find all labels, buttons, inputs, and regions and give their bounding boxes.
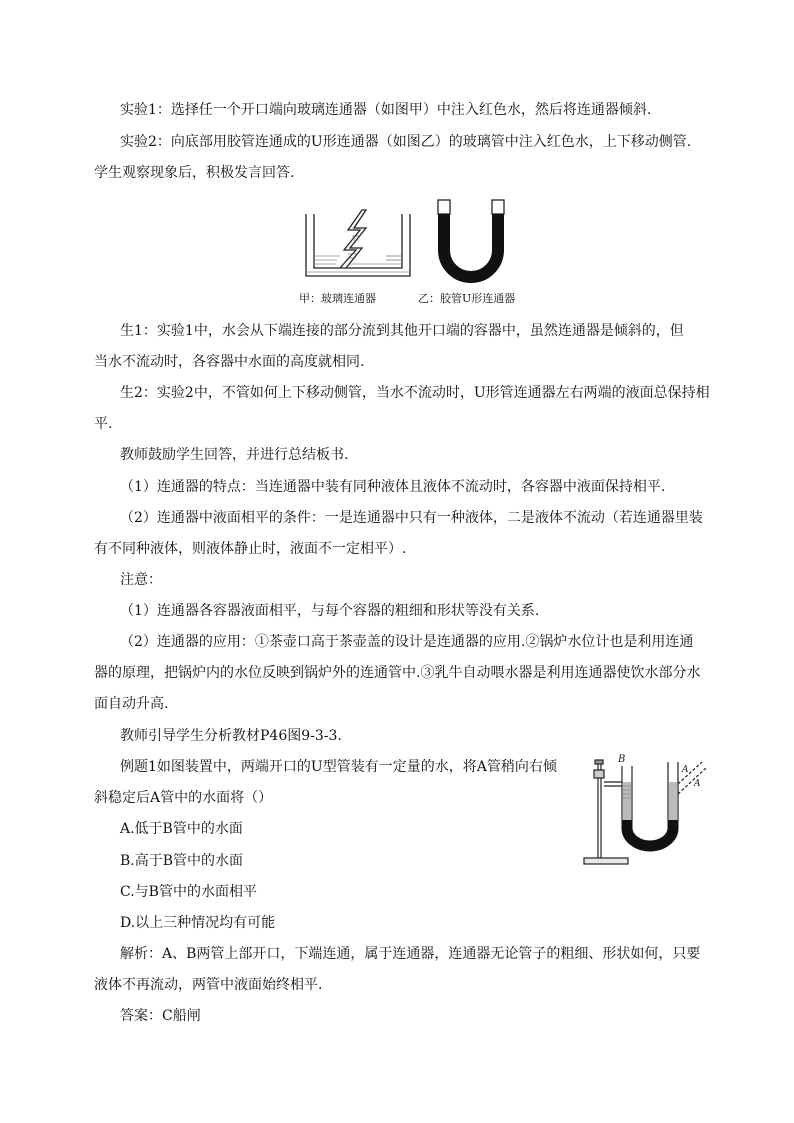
para-point-2-a: （2）连通器中液面相平的条件：一是连通器中只有一种液体，二是液体不流动（若连通器里装: [120, 510, 703, 526]
para-example-a: 例题1如图装置中，两端开口的U型管装有一定量的水，将A管稍向右倾: [120, 759, 557, 775]
para-answer: 答案：C船闸: [120, 1008, 201, 1024]
para-textbook: 教师引导学生分析教材P46图9-3-3.: [120, 728, 342, 744]
para-student-1-b: 当水不流动时，各容器中水面的高度就相同.: [94, 354, 365, 370]
para-experiment-1: 实验1：选择任一个开口端向玻璃连通器（如图甲）中注入红色水，然后将连通器倾斜.: [120, 102, 652, 118]
option-d: D.以上三种情况均有可能: [120, 915, 276, 931]
caption-u-tube: 乙：胶管U形连通器: [418, 292, 516, 305]
para-point-1: （1）连通器的特点：当连通器中装有同种液体且液体不流动时，各容器中液面保持相平.: [120, 479, 666, 495]
figure-u-tube-stand: [582, 752, 712, 872]
caption-glass-vessel: 甲：玻璃连通器: [299, 292, 376, 305]
para-note-heading: 注意：: [120, 572, 162, 588]
para-experiment-2: 实验2：向底部用胶管连通成的U形连通器（如图乙）的玻璃管中注入红色水，上下移动侧管.: [120, 134, 692, 150]
option-c: C.与B管中的水面相平: [120, 884, 257, 900]
para-analysis-b: 液体不再流动，两管中液面始终相平.: [94, 977, 323, 993]
option-b: B.高于B管中的水面: [120, 853, 244, 869]
para-note-2-b: 器的原理，把锅炉内的水位反映到锅炉外的连通管中.③乳牛自动喂水器是利用连通器使饮水部分水: [94, 665, 701, 681]
para-observe: 学生观察现象后，积极发言回答.: [94, 165, 295, 181]
para-student-1-a: 生1：实验1中，水会从下端连接的部分流到其他开口端的容器中，虽然连通器是倾斜的，但: [120, 323, 684, 339]
label-a-lower: A: [694, 779, 701, 789]
option-a: A.低于B管中的水面: [120, 821, 243, 837]
label-b: B: [618, 754, 626, 765]
label-a-upper: A: [682, 765, 689, 775]
para-point-2-b: 有不同种液体，则液体静止时，液面不一定相平）.: [94, 541, 407, 557]
para-note-2-a: （2）连通器的应用：①茶壶口高于茶壶盖的设计是连通器的应用.②锅炉水位计也是利用连通: [120, 634, 694, 650]
para-student-2-a: 生2：实验2中，不管如何上下移动侧管，当水不流动时，U形管连通器左右两端的液面总保持相: [120, 385, 710, 401]
para-note-2-c: 面自动升高.: [94, 696, 169, 712]
para-teacher-summary: 教师鼓励学生回答，并进行总结板书.: [120, 447, 349, 463]
para-analysis-a: 解析：A、B两管上部开口，下端连通，属于连通器，连通器无论管子的粗细、形状如何，只要: [120, 946, 701, 962]
para-example-b: 斜稳定后A管中的水面将（）: [94, 790, 273, 806]
para-student-2-b: 平.: [94, 416, 113, 432]
figure-u-tube: [432, 198, 512, 290]
figure-glass-vessel: [300, 206, 420, 286]
para-note-1: （1）连通器各容器液面相平，与每个容器的粗细和形状等没有关系.: [120, 603, 540, 619]
